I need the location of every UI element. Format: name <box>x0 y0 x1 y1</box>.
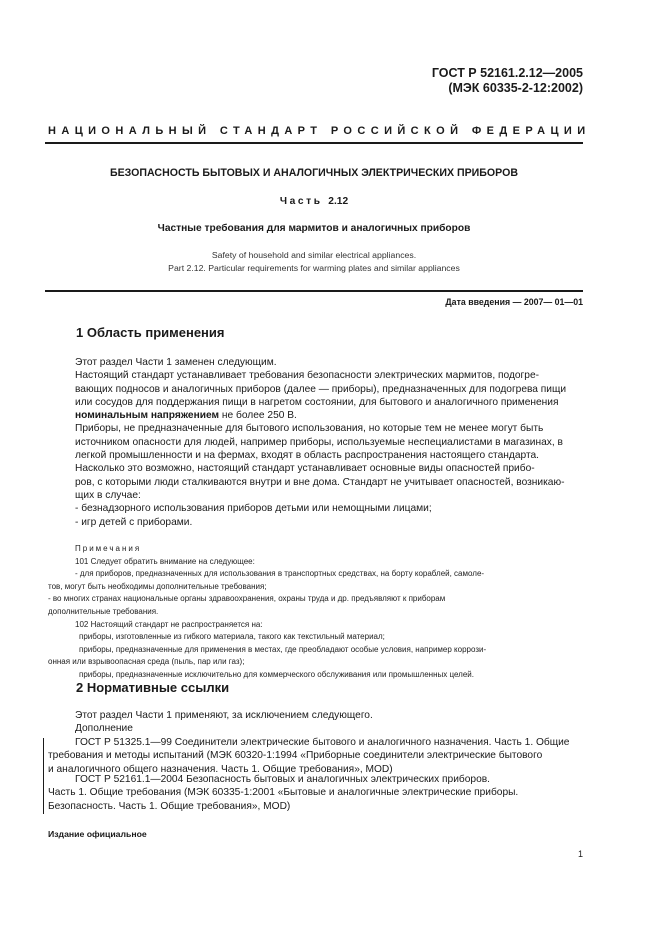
note-102: 102 Настоящий стандарт не распространяется на: <box>75 619 263 629</box>
note-line: приборы, изготовленные из гибкого материала, такого как текстильный материал; <box>79 632 385 642</box>
top-rule <box>45 142 583 144</box>
reference-line: требования и методы испытаний (МЭК 60320-1:1994 «Приборные соединители электрические бытового <box>48 750 543 762</box>
official-edition-label: Издание официальное <box>48 829 147 839</box>
notes-block <box>48 543 583 682</box>
section-1-body <box>75 356 583 529</box>
note-line: тов, могут быть необходимы дополнительные требования; <box>48 581 267 591</box>
english-title-line2: Part 2.12. Particular requirements for warming plates and similar appliances <box>168 263 460 273</box>
page-number: 1 <box>578 849 584 859</box>
note-line: онная или взрывоопасная среда (пыль, пар или газ); <box>48 657 245 667</box>
section-2-intro <box>75 709 583 736</box>
iec-code: (МЭК 60335-2-12:2002) <box>448 81 583 95</box>
reference-line: и аналогичного общего назначения. Часть 1. Общие требования», MOD) <box>48 763 393 775</box>
note-line: - во многих странах национальные органы здравоохранения, охраны труда и др. предъявляют к приборам <box>48 594 446 604</box>
paragraph: Этот раздел Части 1 применяют, за исключением следующего. <box>75 710 373 721</box>
paragraph: Дополнение <box>75 723 133 735</box>
reference-line: ГОСТ Р 51325.1—99 Соединители электрические бытового и аналогичного назначения. Часть 1. Общие <box>75 737 570 748</box>
document-title: БЕЗОПАСНОСТЬ БЫТОВЫХ И АНАЛОГИЧНЫХ ЭЛЕКТРИЧЕСКИХ ПРИБОРОВ <box>110 167 518 179</box>
paragraph-line <box>75 409 583 422</box>
standard-code: ГОСТ Р 52161.2.12—2005 <box>431 66 583 80</box>
reference-line: ГОСТ Р 52161.1—2004 Безопасность бытовых и аналогичных электрических приборов. <box>75 774 490 785</box>
paragraph-line: источником опасности для людей, например приборы, используемые неспециалистами в магазинах, в <box>75 436 563 448</box>
reference-line: Часть 1. Общие требования (МЭК 60335-1:2001 «Бытовые и аналогичные электрические приборы. <box>48 787 519 799</box>
english-title-line1: Safety of household and similar electrical appliances. <box>211 250 417 260</box>
paragraph: Этот раздел Части 1 заменен следующим. <box>75 357 277 368</box>
note-101: 101 Следует обратить внимание на следующее: <box>75 556 255 566</box>
paragraph-line: Насколько это возможно, настоящий стандарт устанавливает основные виды опасностей прибо- <box>75 463 535 475</box>
note-line: дополнительные требования. <box>48 606 159 616</box>
part-label <box>45 196 583 207</box>
paragraph-line: Настоящий стандарт устанавливает требования безопасности электрических мармитов, подогре- <box>75 370 540 382</box>
paragraph-text: не более 250 В. <box>219 410 297 422</box>
paragraph-line: ров, с которыми люди сталкиваются внутри и вне дома. Стандарт не учитывает опасностей, возникаю- <box>75 476 565 488</box>
paragraph-line: Приборы, не предназначенные для бытового использования, но которые тем не менее могут быть <box>75 423 544 435</box>
notes-label: Примечания <box>75 544 142 553</box>
document-subtitle: Частные требования для мармитов и аналогичных приборов <box>157 223 471 234</box>
reference-line: Безопасность. Часть 1. Общие требования», MOD) <box>48 800 291 812</box>
bottom-rule <box>45 290 583 292</box>
note-line: - для приборов, предназначенных для использования в транспортных средствах, на борту кораблей, самоле- <box>75 569 485 579</box>
paragraph-line: щих в случае: <box>75 489 141 501</box>
section-2-heading: 2 Нормативные ссылки <box>76 680 230 695</box>
note-line: приборы, предназначенные исключительно для коммерческого обслуживания или промышленных целей. <box>79 669 474 679</box>
paragraph-line: или сосудов для поддержания пищи в нагретом состоянии, для бытового и аналогичного применения <box>75 396 559 408</box>
change-bar <box>43 776 44 814</box>
note-line: приборы, предназначенные для применения в местах, где преобладают особые условия, например коррози- <box>79 644 487 654</box>
national-standard-banner: НАЦИОНАЛЬНЫЙ СТАНДАРТ РОССИЙСКОЙ ФЕДЕРАЦИИ <box>48 125 591 137</box>
bold-term: номинальным напряжением <box>75 410 220 422</box>
effective-date: Дата введения — 2007— 01—01 <box>445 297 583 307</box>
list-item: - игр детей с приборами. <box>75 516 193 528</box>
part-word: Часть <box>279 196 323 207</box>
change-bar <box>43 738 44 776</box>
part-number: 2.12 <box>328 196 349 207</box>
paragraph-line: вающих подносов и аналогичных приборов (далее — приборы), предназначенных для подогрева пищи <box>75 383 567 395</box>
reference-2 <box>48 773 583 813</box>
reference-1 <box>48 736 583 776</box>
section-1-heading: 1 Область применения <box>76 325 225 340</box>
paragraph-line: легкой промышленности и на фермах, входят в область распространения настоящего стандарта. <box>75 450 540 462</box>
list-item: - безнадзорного использования приборов детьми или немощными лицами; <box>75 503 432 515</box>
